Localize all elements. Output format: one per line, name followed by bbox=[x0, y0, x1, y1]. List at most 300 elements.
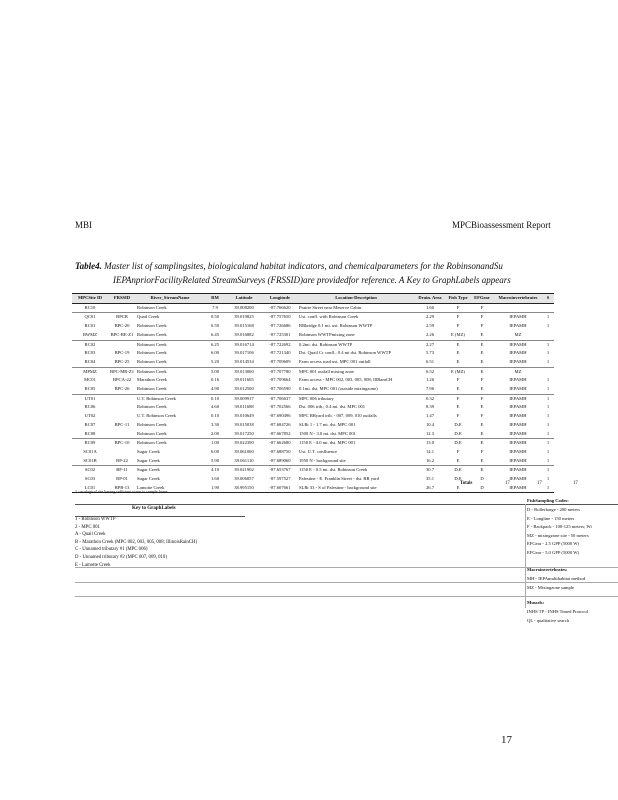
column-header: S bbox=[542, 294, 554, 304]
table-row bbox=[72, 421, 554, 430]
cell-river: Lamotte Creek bbox=[136, 484, 204, 493]
cell-loc: 1150 E - 4.0 mi. dst. MPC 001 bbox=[298, 439, 414, 448]
column-header: Macroinvertebrates bbox=[494, 294, 542, 304]
cell-loc: Robinson WWTPmixing zone bbox=[299, 331, 355, 337]
cell-area: 16.2 bbox=[425, 457, 435, 463]
cell-frss: BP-11 bbox=[108, 466, 136, 475]
cell-fish: F bbox=[446, 394, 470, 403]
cell-id: SC01A bbox=[83, 448, 97, 454]
codes-heading: FishSampling Codes: bbox=[527, 498, 569, 503]
cell-loc: Palestine - E. Franklin Street - dst. RR yard bbox=[299, 476, 379, 482]
cell-loc: Farm access - MPC 002, 003, 005, 008; IllRamCH bbox=[299, 377, 393, 383]
cell-lat: 39.014534 bbox=[234, 358, 254, 364]
cell-river: Sugar Creek bbox=[137, 476, 160, 482]
cell-loc: MPC 006 tributary bbox=[298, 394, 414, 403]
cell-lon: -87.607661 bbox=[262, 484, 298, 493]
cell-macro: IEPAMH bbox=[509, 457, 527, 463]
cell-s bbox=[542, 367, 554, 376]
cell-id: LC01 bbox=[72, 484, 108, 493]
cell-loc: 1150 E - 0.5 mi. dst. Robinson Creek bbox=[298, 466, 414, 475]
cell-frss: BPC-25 bbox=[114, 358, 130, 364]
cell-fish: E bbox=[456, 350, 460, 356]
cell-id: UT01 bbox=[72, 394, 108, 403]
cell-river: U.T. Robinson Creek bbox=[136, 394, 204, 403]
cell-s: 1 bbox=[546, 377, 550, 383]
totals-fish: 17 bbox=[505, 481, 510, 486]
cell-gear: F bbox=[480, 377, 484, 383]
cell-macro: MZ bbox=[494, 367, 542, 376]
table-row bbox=[72, 349, 554, 358]
cell-area: 30.7 bbox=[414, 466, 446, 475]
cell-loc: 0.2mi. dst. Robinson WWTP bbox=[298, 340, 414, 349]
cell-area: 0.32 bbox=[414, 394, 446, 403]
code-item: MZ - Mixingzone sample bbox=[527, 584, 575, 590]
cell-s: 1 bbox=[546, 476, 550, 482]
cell-s bbox=[542, 303, 554, 313]
cell-river: Robinson Creek bbox=[137, 331, 167, 337]
cell-lon: -87.726686 bbox=[269, 323, 291, 329]
cell-loc: 1500 N - 3.0 mi. dst. MPC 001 bbox=[299, 430, 356, 436]
table-row bbox=[72, 439, 554, 448]
table-row bbox=[72, 340, 554, 349]
cell-rm: 5.90 bbox=[210, 457, 220, 463]
cell-macro: IEPAMH bbox=[509, 448, 527, 454]
cell-lat: 39.021902 bbox=[226, 466, 262, 475]
cell-frss: BPCB bbox=[108, 313, 136, 322]
cell-fish: E bbox=[456, 404, 460, 410]
table-row bbox=[72, 385, 554, 394]
cell-loc: Farm access road ust. MPC 001 outfall bbox=[299, 358, 371, 364]
cell-river: Marathon Creek bbox=[137, 377, 167, 383]
cell-area: 8.39 bbox=[425, 404, 435, 410]
cell-river: Robinson Creek bbox=[137, 323, 167, 329]
cell-frss bbox=[108, 340, 136, 349]
table-body bbox=[72, 303, 554, 493]
cell-lat: 39.009917 bbox=[226, 394, 262, 403]
key-title: Key to GraphLabels bbox=[132, 506, 176, 511]
cell-macro: IEPAMH bbox=[509, 404, 527, 410]
cell-river: Robinson Creek bbox=[136, 439, 204, 448]
cell-lon: -87.702566 bbox=[269, 404, 291, 410]
cell-s: 1 bbox=[546, 430, 550, 436]
cell-lon: -87.757650 bbox=[262, 313, 298, 322]
cell-lat: 39.061110 bbox=[234, 457, 254, 463]
cell-river: Sugar Creek bbox=[137, 457, 160, 463]
cell-loc: 0.1mi. dst. MPC 001 (outside mixingzone) bbox=[299, 386, 378, 392]
cell-macro: IEPAMH bbox=[509, 421, 527, 427]
table-row bbox=[72, 457, 554, 466]
cell-id: RC02 bbox=[72, 340, 108, 349]
cell-rm: 5.00 bbox=[204, 367, 226, 376]
cell-river: Sugar Creek bbox=[137, 448, 160, 454]
code-item: INHS TP - INHS Timed Protocol bbox=[527, 609, 589, 614]
table-row bbox=[72, 475, 554, 484]
cell-frss: BPC-11 bbox=[114, 421, 130, 427]
cell-gear: E bbox=[480, 457, 484, 463]
caption-line1: Master list of samplingsites, biologicaland habitat indicators, and chemicalparameters for the RobinsonandSu bbox=[104, 261, 503, 271]
cell-fish: F bbox=[456, 377, 460, 383]
cell-s: 1 bbox=[542, 394, 554, 403]
cell-gear: F bbox=[470, 313, 494, 322]
cell-lat: 39.013060 bbox=[226, 367, 262, 376]
cell-frss: BP-01 bbox=[116, 476, 128, 482]
cell-rm: 1.60 bbox=[210, 476, 220, 482]
cell-lon: -87.721340 bbox=[269, 350, 291, 356]
cell-s: 1 bbox=[546, 358, 550, 364]
cell-area: 6.52 bbox=[414, 367, 446, 376]
column-header: River_StreamName bbox=[136, 294, 204, 304]
cell-lat: 39.016882 bbox=[234, 331, 254, 337]
column-header: EFGear bbox=[470, 294, 494, 304]
cell-frss: BPB-13 bbox=[108, 484, 136, 493]
cell-rm: 0.50 bbox=[204, 313, 226, 322]
cell-fish: D,E bbox=[454, 476, 462, 482]
cell-gear: F bbox=[480, 448, 484, 454]
cell-s: 1 bbox=[542, 484, 554, 493]
cell-lon: -87.662680 bbox=[262, 439, 298, 448]
key-item: C - Unnamed tributary #1 (MPC 006) bbox=[75, 547, 148, 553]
cell-gear: F bbox=[480, 323, 484, 329]
cell-lat: 39.011665 bbox=[234, 377, 254, 383]
cell-rm: 2.00 bbox=[210, 430, 220, 436]
cell-id: SC01B bbox=[83, 457, 97, 463]
cell-frss: BPC-20 bbox=[114, 323, 130, 329]
cell-lon: -87.688750 bbox=[269, 448, 291, 454]
cell-id: SC02 bbox=[72, 466, 108, 475]
table-row bbox=[72, 367, 554, 376]
table-row bbox=[72, 303, 554, 313]
cell-loc: SLRt 1 - 1.7 mi. dst. MPC 001 bbox=[299, 421, 356, 427]
cell-loc: SLRt 33 - S of Palestine - background site bbox=[298, 484, 414, 493]
cell-rm: 4.90 bbox=[210, 386, 220, 392]
cell-macro: IEPAMH bbox=[509, 350, 527, 356]
cell-lon: -87.706637 bbox=[262, 394, 298, 403]
cell-fish: D,E bbox=[454, 421, 462, 427]
cell-river: Quail Creek bbox=[136, 313, 204, 322]
cell-gear: E bbox=[480, 331, 484, 337]
cell-loc: Ust. U.T. confluence bbox=[299, 448, 338, 454]
cell-lon: -87.709609 bbox=[269, 358, 291, 364]
cell-frss: BPC-MR-Z1 bbox=[108, 367, 136, 376]
cell-id: RC08 bbox=[84, 430, 96, 436]
cell-rm: 6.00 bbox=[210, 350, 220, 356]
cell-macro: IEPAMH bbox=[509, 377, 527, 383]
cell-s: 1 bbox=[546, 448, 550, 454]
cell-id: RWMZ bbox=[82, 331, 98, 337]
cell-fish: E bbox=[446, 340, 470, 349]
cell-macro: IEPAMH bbox=[509, 476, 527, 482]
cell-river: Robinson Creek bbox=[137, 430, 167, 436]
cell-fish: E (MZ) bbox=[451, 331, 465, 337]
cell-id: QC01 bbox=[72, 313, 108, 322]
cell-frss: BPC-RE-Z1 bbox=[110, 331, 134, 337]
header-right: MPCBioassessment Report bbox=[452, 220, 551, 230]
cell-gear: E bbox=[480, 430, 484, 436]
key-item: B - Marathon Creek (MPC 002, 003, 005, 008; IllinoisRainCH) bbox=[75, 539, 198, 545]
cell-area: 35.1 bbox=[425, 476, 435, 482]
cell-area: 12.3 bbox=[425, 430, 435, 436]
cell-macro: IEPAMH bbox=[494, 394, 542, 403]
cell-fish: F bbox=[456, 448, 460, 454]
code-item: MH - IEPAmultihabitat method bbox=[527, 576, 586, 581]
cell-frss: BP-22 bbox=[116, 457, 128, 463]
key-divider bbox=[525, 504, 526, 608]
table-row bbox=[72, 412, 554, 421]
cell-area: 13.0 bbox=[414, 439, 446, 448]
cell-loc: Dst. 006 trib.; 0.4 mi. dst. MPC 001 bbox=[299, 404, 366, 410]
cell-area: 2.59 bbox=[425, 323, 435, 329]
column-header: Location-Description bbox=[298, 294, 414, 304]
cell-rm: 0.16 bbox=[210, 377, 220, 383]
table-row bbox=[72, 448, 554, 457]
code-item: MZ - mixingzone site - 50 meters bbox=[527, 532, 589, 538]
totals-gear: 17 bbox=[537, 481, 542, 486]
cell-frss: BPCA-22 bbox=[112, 377, 132, 383]
cell-area: 7.96 bbox=[425, 386, 435, 392]
cell-fish: E bbox=[446, 484, 470, 493]
cell-rm: 3.30 bbox=[210, 421, 220, 427]
cell-lon: -87.653767 bbox=[262, 466, 298, 475]
cell-lat: 39.012500 bbox=[234, 386, 254, 392]
cell-lat: 39.022390 bbox=[226, 439, 262, 448]
cell-s: 1 bbox=[546, 457, 550, 463]
cell-loc: RRbridge 0.1 mi. ust. Robinson WWTP bbox=[299, 323, 373, 329]
cell-s: 1 bbox=[546, 323, 550, 329]
cell-lon: -87.597527 bbox=[269, 476, 291, 482]
cell-fish: E bbox=[456, 386, 460, 392]
cell-gear: E bbox=[470, 367, 494, 376]
cell-s: 1 bbox=[546, 413, 550, 419]
cell-fish: F bbox=[446, 313, 470, 322]
codes-heading: Mussels: bbox=[527, 600, 545, 605]
cell-lon: -87.667852 bbox=[269, 430, 291, 436]
cell-s: 1 bbox=[546, 421, 550, 427]
cell-lat: 39.015038 bbox=[234, 421, 254, 427]
cell-gear: F bbox=[480, 413, 484, 419]
header-left: MBI bbox=[75, 220, 93, 230]
cell-lon: -87.707780 bbox=[262, 367, 298, 376]
column-header: Latitude bbox=[226, 294, 262, 304]
cell-s: 1 bbox=[542, 439, 554, 448]
key-item: 2 - MPC 001 bbox=[75, 524, 100, 530]
cell-loc: Dst. Quail Cr confl.; 0.4 mi dst. Robinson WWTP bbox=[299, 350, 392, 356]
key-item: E - Lamotte Creek bbox=[75, 562, 111, 568]
cell-macro: IEPAMH bbox=[494, 439, 542, 448]
cell-frss bbox=[108, 430, 136, 439]
cell-lat: 38.995150 bbox=[226, 484, 262, 493]
cell-area: 2.29 bbox=[414, 313, 446, 322]
table-row bbox=[72, 322, 554, 331]
sites-table bbox=[72, 293, 554, 493]
cell-lon: -87.725301 bbox=[269, 331, 291, 337]
cell-id: MPMZ bbox=[72, 367, 108, 376]
cell-area: 2.27 bbox=[414, 340, 446, 349]
cell-lat: 39.006857 bbox=[234, 476, 254, 482]
cell-loc: MPC 001 outfall mixing zone bbox=[298, 367, 414, 376]
cell-river: Robinson Creek bbox=[136, 367, 204, 376]
cell-fish: F bbox=[456, 323, 460, 329]
cell-macro: IEPAMH bbox=[509, 323, 527, 329]
cell-macro: IEPAMH bbox=[494, 466, 542, 475]
cell-lat: 39.008200 bbox=[234, 304, 254, 310]
key-row-rule bbox=[75, 596, 618, 597]
cell-loc: MPC RRyard trib. - 007, 009, 010 outfalls bbox=[299, 413, 377, 419]
cell-lat: 39.010649 bbox=[234, 413, 254, 419]
cell-area: 2.26 bbox=[425, 331, 435, 337]
cell-fish: F bbox=[456, 413, 460, 419]
code-item: EFGear - 5.0 GPP (5000 W) bbox=[527, 549, 580, 555]
cell-s: 1 bbox=[542, 466, 554, 475]
code-item: EFGear - 2.5 GPP (5000 W) bbox=[527, 541, 580, 546]
cell-loc: Prairie Street near Meserve Cabin bbox=[299, 304, 362, 310]
cell-river: Robinson Creek bbox=[137, 421, 167, 427]
cell-gear: E bbox=[470, 466, 494, 475]
cell-macro: IEPAMH bbox=[494, 340, 542, 349]
cell-rm: 1.00 bbox=[204, 439, 226, 448]
cell-gear: E bbox=[480, 421, 484, 427]
code-item: D - Rollerbarge - 200 meters bbox=[527, 507, 580, 512]
cell-id: RC05 bbox=[84, 386, 96, 392]
cell-fish: E (MZ) bbox=[446, 367, 470, 376]
cell-gear: E bbox=[470, 439, 494, 448]
cell-river: Robinson Creek bbox=[137, 386, 167, 392]
table-row bbox=[72, 394, 554, 403]
totals-macro: 17 bbox=[573, 481, 578, 486]
cell-gear: F bbox=[480, 304, 484, 310]
cell-area: 5.73 bbox=[425, 350, 435, 356]
cell-fish: D,E bbox=[454, 430, 462, 436]
column-header: Longitude bbox=[262, 294, 298, 304]
footnote: 1 - ecological site having sufficient water to sample fauna bbox=[75, 489, 168, 494]
cell-rm: 5.20 bbox=[210, 358, 220, 364]
cell-river: Sugar Creek bbox=[136, 466, 204, 475]
cell-macro: IEPAMH bbox=[509, 386, 527, 392]
cell-loc: Ust. confl. with Robinson Creek bbox=[298, 313, 414, 322]
cell-frss bbox=[108, 448, 136, 457]
cell-id: RC03 bbox=[84, 350, 96, 356]
cell-river: Robinson Creek bbox=[137, 404, 167, 410]
cell-lat: 39.011688 bbox=[234, 404, 254, 410]
cell-s bbox=[542, 331, 554, 340]
cell-macro: IEPAMH bbox=[494, 313, 542, 322]
totals-label: Totals bbox=[460, 481, 473, 486]
cell-id: MC01 bbox=[84, 377, 96, 383]
cell-lon: -87.766620 bbox=[269, 304, 291, 310]
cell-lat: 39.017106 bbox=[234, 350, 254, 356]
cell-rm: 6.50 bbox=[210, 323, 220, 329]
cell-fish: F bbox=[456, 304, 460, 310]
cell-macro: IEPAMH bbox=[509, 430, 527, 436]
cell-gear: E bbox=[470, 340, 494, 349]
key-item: A - Quail Creek bbox=[75, 532, 106, 538]
key-item: 1 - Robinson WWTP bbox=[75, 517, 116, 522]
column-header: MPCSite ID bbox=[72, 294, 108, 304]
cell-gear: E bbox=[480, 386, 484, 392]
cell-s: 1 bbox=[542, 313, 554, 322]
cell-lat: 39.015168 bbox=[234, 323, 254, 329]
cell-macro: IEPAMH bbox=[509, 413, 527, 419]
cell-lat: 39.061060 bbox=[234, 448, 254, 454]
table-row bbox=[72, 430, 554, 439]
column-header: Fish Type bbox=[446, 294, 470, 304]
cell-fish: E bbox=[456, 457, 460, 463]
cell-river: Robinson Creek bbox=[136, 340, 204, 349]
cell-area: 10.4 bbox=[425, 421, 435, 427]
cell-frss: BPC-26 bbox=[114, 386, 130, 392]
cell-fish: D,E bbox=[446, 439, 470, 448]
cell-rm: 6.25 bbox=[204, 340, 226, 349]
cell-fish: D,E bbox=[446, 466, 470, 475]
cell-loc: 1950 N - background site bbox=[299, 457, 346, 463]
cell-gear: E bbox=[480, 404, 484, 410]
codes-heading: Macroinvertebrates: bbox=[527, 567, 568, 572]
cell-s: 1 bbox=[542, 340, 554, 349]
cell-frss: BPC-19 bbox=[114, 350, 130, 356]
key-item: D - Unnamed tributary #2 (MPC 007, 009, 010) bbox=[75, 555, 167, 560]
cell-macro: MZ bbox=[514, 331, 522, 337]
cell-gear: E bbox=[480, 350, 484, 356]
cell-lat: 39.019825 bbox=[226, 313, 262, 322]
cell-area: 26.7 bbox=[414, 484, 446, 493]
cell-lat: 39.016714 bbox=[226, 340, 262, 349]
caption-label: Table4. bbox=[75, 261, 102, 271]
cell-gear: F bbox=[470, 394, 494, 403]
cell-rm: 6.45 bbox=[210, 331, 220, 337]
cell-area: 1.47 bbox=[425, 413, 435, 419]
cell-river: Robinson Creek bbox=[137, 350, 167, 356]
cell-lon: -87.722692 bbox=[262, 340, 298, 349]
cell-gear: D bbox=[480, 476, 484, 482]
cell-rm: 4.10 bbox=[204, 466, 226, 475]
cell-rm: 7.9 bbox=[212, 304, 218, 310]
cell-id: RC07 bbox=[84, 421, 96, 427]
cell-gear: E bbox=[480, 358, 484, 364]
cell-macro: IEPAMH bbox=[509, 358, 527, 364]
cell-lon: -87.684726 bbox=[269, 421, 291, 427]
cell-id: RC01 bbox=[84, 323, 96, 329]
cell-frss bbox=[108, 394, 136, 403]
cell-river: U.T. Robinson Creek bbox=[137, 413, 176, 419]
cell-area: 14.1 bbox=[425, 448, 435, 454]
cell-frss bbox=[108, 403, 136, 412]
cell-s: 1 bbox=[546, 404, 550, 410]
cell-river: Robinson Creek bbox=[137, 304, 167, 310]
cell-frss bbox=[108, 303, 136, 313]
table-row bbox=[72, 376, 554, 385]
cell-lon: -87.690496 bbox=[269, 413, 291, 419]
cell-id: RC06 bbox=[84, 404, 96, 410]
column-header: RM bbox=[204, 294, 226, 304]
cell-lon: -87.689060 bbox=[269, 457, 291, 463]
cell-frss: BPC-10 bbox=[108, 439, 136, 448]
cell-area: 1.26 bbox=[425, 377, 435, 383]
cell-id: RC04 bbox=[84, 358, 96, 364]
key-row-rule bbox=[75, 582, 618, 583]
cell-lon: -87.706590 bbox=[269, 386, 291, 392]
table-caption bbox=[75, 259, 618, 287]
table-row bbox=[72, 358, 554, 367]
page-number: 17 bbox=[501, 734, 512, 746]
table-row bbox=[72, 331, 554, 340]
cell-id: UT02 bbox=[84, 413, 96, 419]
cell-macro bbox=[494, 303, 542, 313]
code-item: QL - qualitative search bbox=[527, 617, 570, 623]
cell-river: Robinson Creek bbox=[137, 358, 167, 364]
cell-id: RC09 bbox=[72, 439, 108, 448]
cell-id: RC10 bbox=[84, 304, 96, 310]
cell-rm: 0.10 bbox=[210, 413, 220, 419]
cell-area: 1.60 bbox=[425, 304, 435, 310]
